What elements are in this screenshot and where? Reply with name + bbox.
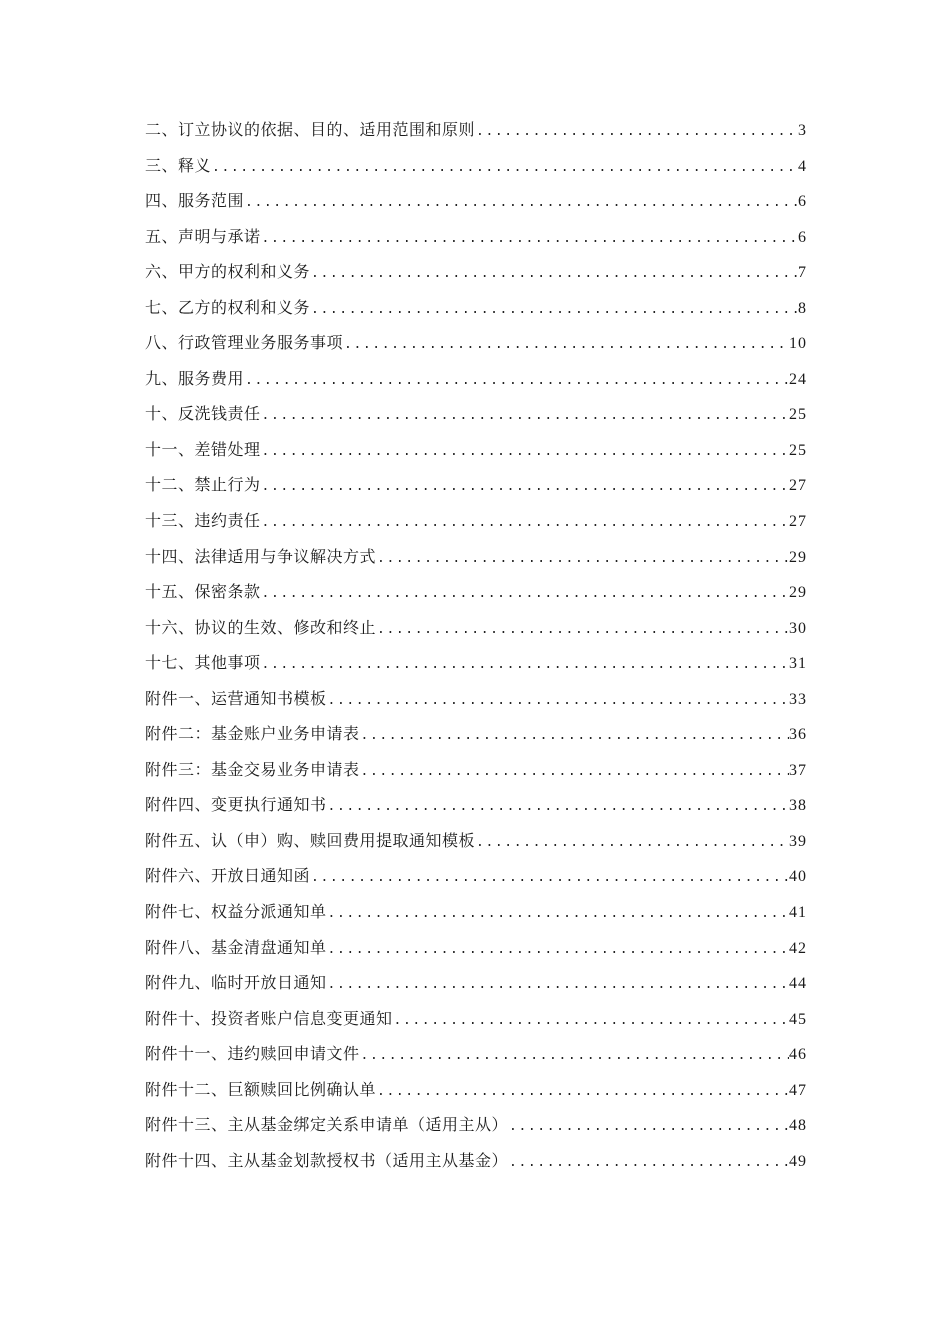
toc-entry[interactable] xyxy=(145,467,807,503)
toc-entry-page-number: 3 xyxy=(798,122,807,139)
toc-entry[interactable] xyxy=(145,1107,807,1143)
toc-entry[interactable] xyxy=(145,894,807,930)
toc-entry-page-number: 33 xyxy=(789,690,807,708)
toc-entry-page-number: 37 xyxy=(789,761,807,779)
toc-entry[interactable] xyxy=(145,361,807,397)
toc-entry-page-number: 38 xyxy=(789,797,807,815)
toc-entry[interactable] xyxy=(145,112,807,148)
toc-entry-page-number: 29 xyxy=(789,584,807,602)
toc-entry-page-number: 45 xyxy=(789,1010,807,1028)
toc-entry-title: 十六、协议的生效、修改和终止 xyxy=(145,617,377,637)
toc-dot-leader xyxy=(327,789,789,825)
toc-dot-leader xyxy=(244,363,789,399)
toc-entry[interactable] xyxy=(145,645,807,681)
toc-dot-leader xyxy=(261,505,789,541)
toc-dot-leader xyxy=(310,860,789,896)
toc-entry-title: 六、甲方的权利和义务 xyxy=(145,262,311,282)
toc-dot-leader xyxy=(310,256,798,292)
toc-entry-page-number: 44 xyxy=(789,975,807,993)
toc-dot-leader xyxy=(508,1109,789,1145)
toc-dot-leader xyxy=(376,1074,789,1110)
toc-dot-leader xyxy=(211,150,798,186)
toc-entry[interactable] xyxy=(145,290,807,326)
toc-dot-leader xyxy=(327,683,789,719)
toc-dot-leader xyxy=(261,221,798,257)
toc-entry-title: 附件十二、巨额赎回比例确认单 xyxy=(145,1079,377,1099)
toc-dot-leader xyxy=(475,114,798,150)
toc-entry[interactable] xyxy=(145,432,807,468)
toc-entry-page-number: 7 xyxy=(798,264,807,282)
toc-entry-title: 二、订立协议的依据、目的、适用范围和原则 xyxy=(145,120,476,139)
toc-dot-leader xyxy=(393,1003,789,1039)
toc-entry[interactable] xyxy=(145,610,807,646)
toc-entry-page-number: 27 xyxy=(789,513,807,531)
toc-entry-page-number: 25 xyxy=(789,441,807,459)
toc-entry-title: 附件十一、违约赎回申请文件 xyxy=(145,1044,360,1064)
toc-entry-title: 三、释义 xyxy=(145,155,212,175)
toc-entry-page-number: 46 xyxy=(789,1046,807,1064)
toc-entry-title: 附件一、运营通知书模板 xyxy=(145,688,327,708)
toc-entry-page-number: 25 xyxy=(789,406,807,424)
toc-dot-leader xyxy=(261,398,789,434)
toc-dot-leader xyxy=(327,896,789,932)
toc-entry-title: 十二、禁止行为 xyxy=(145,475,261,495)
toc-entry-title: 附件九、临时开放日通知 xyxy=(145,973,327,993)
toc-dot-leader xyxy=(310,292,798,328)
toc-entry[interactable] xyxy=(145,681,807,717)
toc-entry[interactable] xyxy=(145,396,807,432)
toc-entry-page-number: 49 xyxy=(789,1152,807,1170)
toc-dot-leader xyxy=(261,647,789,683)
toc-entry-title: 八、行政管理业务服务事项 xyxy=(145,333,344,353)
toc-entry-title: 附件三：基金交易业务申请表 xyxy=(145,759,360,779)
toc-dot-leader xyxy=(343,327,789,363)
toc-entry-page-number: 36 xyxy=(789,726,807,744)
toc-entry[interactable] xyxy=(145,787,807,823)
toc-entry[interactable] xyxy=(145,574,807,610)
toc-dot-leader xyxy=(475,825,789,861)
toc-entry-title: 九、服务费用 xyxy=(145,368,245,388)
toc-entry-title: 十、反洗钱责任 xyxy=(145,404,261,424)
toc-entry-page-number: 27 xyxy=(789,477,807,495)
toc-entry-page-number: 48 xyxy=(789,1117,807,1135)
toc-entry[interactable] xyxy=(145,254,807,290)
toc-entry-title: 附件二：基金账户业务申请表 xyxy=(145,724,360,744)
toc-dot-leader xyxy=(261,576,789,612)
toc-entry-page-number: 10 xyxy=(789,335,807,353)
toc-entry-title: 十四、法律适用与争议解决方式 xyxy=(145,546,377,566)
toc-entry-page-number: 30 xyxy=(789,619,807,637)
toc-entry-page-number: 47 xyxy=(789,1081,807,1099)
toc-entry-title: 十三、违约责任 xyxy=(145,511,261,531)
toc-entry[interactable] xyxy=(145,183,807,219)
toc-dot-leader xyxy=(261,434,789,470)
toc-entry[interactable] xyxy=(145,930,807,966)
toc-entry-page-number: 40 xyxy=(789,868,807,886)
toc-entry[interactable] xyxy=(145,858,807,894)
toc-entry[interactable] xyxy=(145,503,807,539)
toc-entry-title: 附件十、投资者账户信息变更通知 xyxy=(145,1008,393,1028)
toc-entry[interactable] xyxy=(145,752,807,788)
toc-dot-leader xyxy=(261,469,789,505)
toc-entry-title: 十七、其他事项 xyxy=(145,653,261,673)
toc-entry-page-number: 29 xyxy=(789,548,807,566)
toc-entry-page-number: 42 xyxy=(789,939,807,957)
toc-entry-title: 四、服务范围 xyxy=(145,191,245,211)
toc-entry-title: 五、声明与承诺 xyxy=(145,226,261,246)
toc-entry-title: 附件四、变更执行通知书 xyxy=(145,795,327,815)
toc-entry-page-number: 31 xyxy=(789,655,807,673)
toc-entry-title: 附件五、认（申）购、赎回费用提取通知模板 xyxy=(145,830,476,850)
toc-entry[interactable] xyxy=(145,1143,807,1179)
table-of-contents xyxy=(145,112,807,1178)
toc-entry[interactable] xyxy=(145,148,807,184)
toc-entry-title: 七、乙方的权利和义务 xyxy=(145,297,311,317)
toc-entry-title: 附件七、权益分派通知单 xyxy=(145,902,327,922)
toc-dot-leader xyxy=(360,718,789,754)
toc-entry[interactable] xyxy=(145,823,807,859)
toc-entry-title: 十一、差错处理 xyxy=(145,439,261,459)
toc-entry-page-number: 8 xyxy=(798,299,807,317)
toc-entry-page-number: 41 xyxy=(789,904,807,922)
toc-dot-leader xyxy=(360,754,789,790)
toc-entry[interactable] xyxy=(145,219,807,255)
toc-entry-title: 十五、保密条款 xyxy=(145,582,261,602)
toc-entry[interactable] xyxy=(145,1001,807,1037)
toc-entry-title: 附件十四、主从基金划款授权书（适用主从基金） xyxy=(145,1150,509,1170)
toc-entry[interactable] xyxy=(145,539,807,575)
toc-dot-leader xyxy=(360,1038,789,1074)
toc-dot-leader xyxy=(327,967,789,1003)
toc-entry-page-number: 6 xyxy=(798,193,807,211)
toc-entry-title: 附件八、基金清盘通知单 xyxy=(145,937,327,957)
toc-dot-leader xyxy=(376,541,789,577)
toc-dot-leader xyxy=(327,932,789,968)
toc-entry-page-number: 24 xyxy=(789,370,807,388)
toc-entry[interactable] xyxy=(145,1036,807,1072)
toc-entry[interactable] xyxy=(145,1072,807,1108)
toc-entry-page-number: 6 xyxy=(798,228,807,246)
toc-entry[interactable] xyxy=(145,965,807,1001)
toc-entry[interactable] xyxy=(145,325,807,361)
toc-entry[interactable] xyxy=(145,716,807,752)
toc-entry-title: 附件十三、主从基金绑定关系申请单（适用主从） xyxy=(145,1115,509,1135)
toc-dot-leader xyxy=(376,612,789,648)
toc-entry-page-number: 39 xyxy=(789,832,807,850)
toc-entry-page-number: 4 xyxy=(798,157,807,175)
toc-entry-title: 附件六、开放日通知函 xyxy=(145,866,311,886)
toc-dot-leader xyxy=(244,185,798,221)
toc-dot-leader xyxy=(508,1145,789,1181)
